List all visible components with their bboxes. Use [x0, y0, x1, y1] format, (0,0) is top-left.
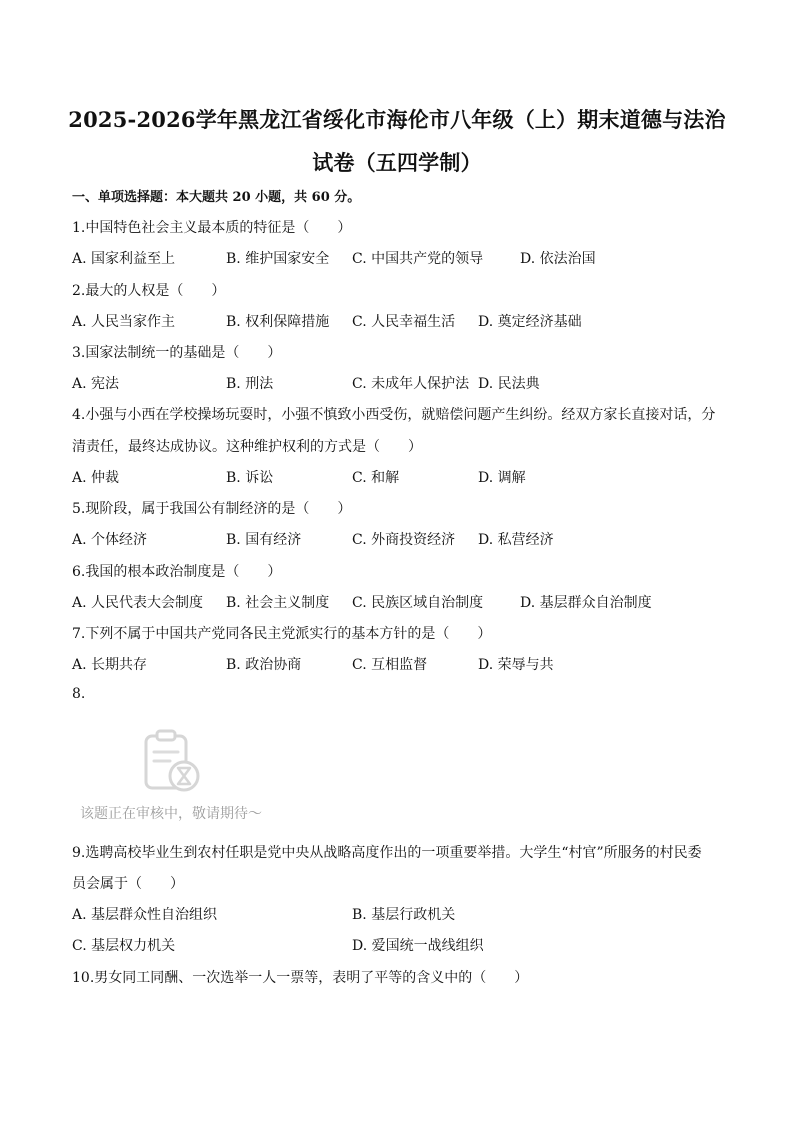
question-10-stem: 10.男女同工同酬、一次选举一人一票等，表明了平等的含义中的（ ） — [72, 970, 529, 986]
question-9-option-b: B. 基层行政机关 — [352, 907, 456, 923]
question-9-stem-line2: 员会属于（ ） — [72, 876, 184, 892]
question-5-option-d: D. 私营经济 — [478, 532, 554, 548]
question-4-option-d: D. 调解 — [478, 470, 526, 486]
question-6-stem: 6.我国的根本政治制度是（ ） — [72, 564, 282, 580]
question-7-option-b: B. 政治协商 — [226, 657, 302, 673]
question-7-option-a: A. 长期共存 — [72, 657, 148, 673]
question-2-stem: 2.最大的人权是（ ） — [72, 283, 226, 299]
question-4-stem-line1: 4.小强与小西在学校操场玩耍时，小强不慎致小西受伤，就赔偿问题产生纠纷。经双方家长直接对话，分 — [72, 407, 716, 423]
question-6-option-c: C. 民族区域自治制度 — [352, 595, 484, 611]
page-title-line2: 试卷（五四学制） — [312, 150, 482, 175]
question-2-option-c: C. 人民幸福生活 — [352, 314, 456, 330]
question-9-option-d: D. 爱国统一战线组织 — [352, 938, 484, 954]
question-4-option-b: B. 诉讼 — [226, 470, 274, 486]
question-4-option-c: C. 和解 — [352, 470, 400, 486]
question-4-stem-line2: 清责任，最终达成协议。这种维护权利的方式是（ ） — [72, 439, 422, 455]
question-2-option-a: A. 人民当家作主 — [72, 314, 176, 330]
page-title-line1: 2025-2026学年黑龙江省绥化市海伦市八年级（上）期末道德与法治 — [68, 107, 726, 132]
question-8-pending-text: 该题正在审核中，敬请期待～ — [80, 806, 262, 822]
question-2-option-b: B. 权利保障措施 — [226, 314, 330, 330]
question-5-option-b: B. 国有经济 — [226, 532, 302, 548]
question-2-option-d: D. 奠定经济基础 — [478, 314, 582, 330]
section-heading: 一、单项选择题：本大题共 20 小题，共 60 分。 — [72, 190, 361, 205]
question-9-stem-line1: 9.选聘高校毕业生到农村任职是党中央从战略高度作出的一项重要举措。大学生“村官”所服务的村民委 — [72, 845, 702, 861]
question-9-option-a: A. 基层群众性自治组织 — [72, 907, 218, 923]
question-7-option-c: C. 互相监督 — [352, 657, 428, 673]
question-1-stem: 1.中国特色社会主义最本质的特征是（ ） — [72, 220, 352, 236]
question-1-option-d: D. 依法治国 — [520, 251, 596, 267]
question-3-option-a: A. 宪法 — [72, 376, 120, 392]
question-5-option-a: A. 个体经济 — [72, 532, 148, 548]
question-9-option-c: C. 基层权力机关 — [72, 938, 176, 954]
question-8-stem: 8. — [72, 686, 86, 702]
question-1-option-a: A. 国家利益至上 — [72, 251, 176, 267]
question-1-option-c: C. 中国共产党的领导 — [352, 251, 484, 267]
question-6-option-d: D. 基层群众自治制度 — [520, 595, 652, 611]
question-3-stem: 3.国家法制统一的基础是（ ） — [72, 345, 282, 361]
question-6-option-b: B. 社会主义制度 — [226, 595, 330, 611]
question-7-option-d: D. 荣辱与共 — [478, 657, 554, 673]
question-1-option-b: B. 维护国家安全 — [226, 251, 330, 267]
question-7-stem: 7.下列不属于中国共产党同各民主党派实行的基本方针的是（ ） — [72, 626, 492, 642]
question-3-option-d: D. 民法典 — [478, 376, 540, 392]
question-5-stem: 5.现阶段，属于我国公有制经济的是（ ） — [72, 501, 352, 517]
question-4-option-a: A. 仲裁 — [72, 470, 120, 486]
question-3-option-b: B. 刑法 — [226, 376, 274, 392]
question-3-option-c: C. 未成年人保护法 — [352, 376, 470, 392]
clipboard-hourglass-icon — [140, 728, 206, 794]
question-5-option-c: C. 外商投资经济 — [352, 532, 456, 548]
question-6-option-a: A. 人民代表大会制度 — [72, 595, 204, 611]
